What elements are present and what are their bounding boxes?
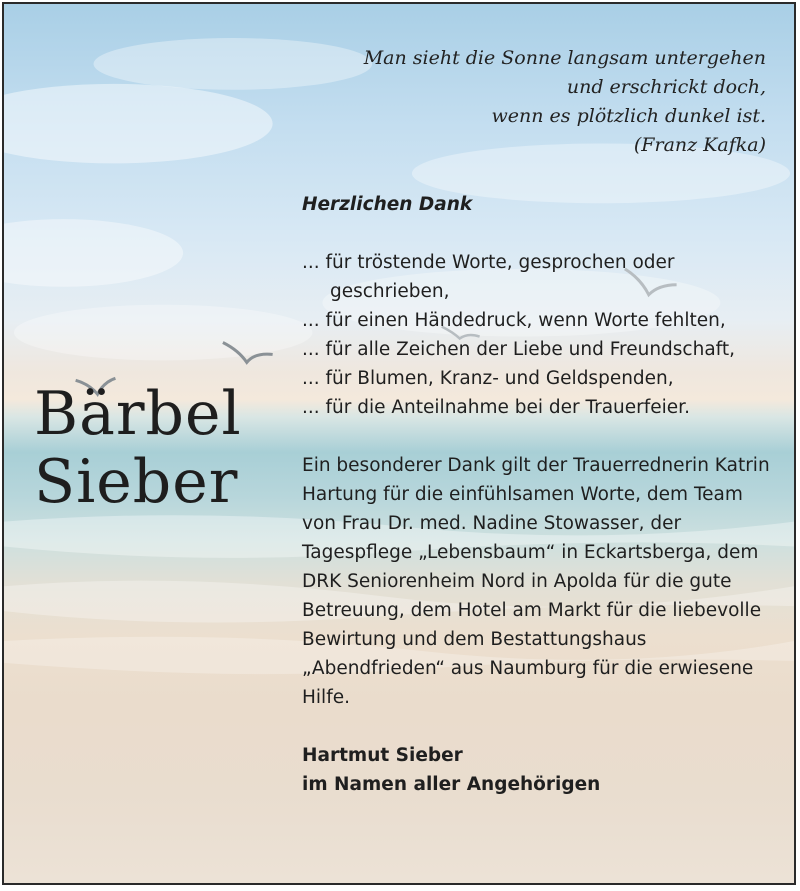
quote-line: wenn es plötzlich dunkel ist. — [491, 105, 766, 127]
thanks-item: ... für Blumen, Kranz- und Geldspenden, — [302, 368, 674, 389]
kafka-quote — [364, 44, 766, 160]
thanks-item: ... für tröstende Worte, gesprochen oder geschrieben, — [302, 252, 675, 302]
thanks-item: ... für einen Händedruck, wenn Worte fehlten, — [302, 310, 726, 331]
thanks-list — [302, 248, 782, 422]
quote-line: Man sieht die Sonne langsam untergehen — [363, 47, 766, 69]
thanks-item: ... für alle Zeichen der Liebe und Freundschaft, — [302, 339, 735, 360]
seagull-icon — [223, 343, 273, 363]
signature-subline: im Namen aller Angehörigen — [302, 774, 601, 795]
first-name: Bärbel — [34, 379, 242, 449]
deceased-name — [34, 380, 242, 516]
thanks-section — [302, 190, 782, 799]
signature-name: Hartmut Sieber — [302, 745, 463, 766]
special-thanks-paragraph: Ein besonderer Dank gilt der Trauerrednerin Katrin Hartung für die einfühlsamen Worte, dem Team von Frau Dr. med. Nadine Stowasser, der Tagespflege „Lebensbaum“ in Eckartsberga, dem DRK Seniorenheim Nord in Apolda für die gute Betreuung, dem Hotel am Markt für die liebevolle Bewirtung und dem Bestattungshaus „Abendfrieden“ aus Naumburg für die erwiesene Hilfe. — [302, 455, 770, 708]
thanks-heading: Herzlichen Dank — [302, 194, 473, 215]
quote-author: (Franz Kafka) — [633, 134, 766, 156]
quote-line: und erschrickt doch, — [566, 76, 766, 98]
obituary-notice — [2, 2, 796, 885]
signature — [302, 741, 782, 799]
last-name: Sieber — [34, 447, 239, 517]
thanks-item: ... für die Anteilnahme bei der Trauerfeier. — [302, 397, 690, 418]
